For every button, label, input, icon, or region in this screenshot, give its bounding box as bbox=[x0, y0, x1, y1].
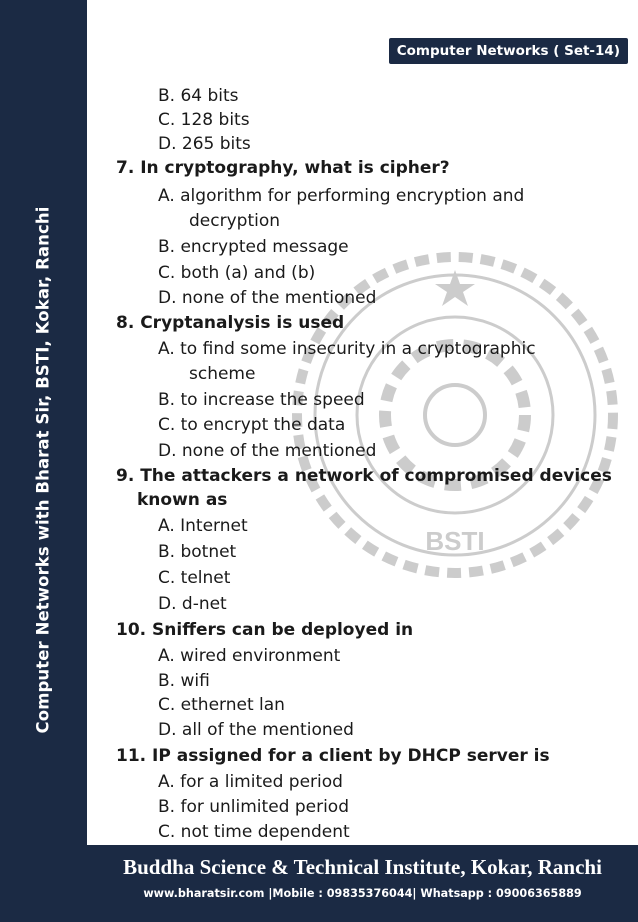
question-continuation: known as bbox=[137, 490, 228, 510]
option-line: D. none of the mentioned bbox=[158, 288, 377, 308]
option-line: A. Internet bbox=[158, 516, 248, 536]
option-line: C. telnet bbox=[158, 568, 231, 588]
footer-band bbox=[87, 845, 638, 922]
option-line: D. all of the mentioned bbox=[158, 720, 354, 740]
option-line: C. not time dependent bbox=[158, 822, 350, 842]
option-line: B. wifi bbox=[158, 671, 210, 691]
option-line: B. botnet bbox=[158, 542, 237, 562]
option-continuation: decryption bbox=[189, 211, 281, 231]
option-line: C. to encrypt the data bbox=[158, 415, 346, 435]
option-line: C. 128 bits bbox=[158, 110, 250, 130]
watermark-text: BSTI bbox=[425, 526, 485, 556]
option-line: C. ethernet lan bbox=[158, 695, 285, 715]
option-line: A. algorithm for performing encryption and bbox=[158, 186, 525, 206]
option-line: A. to find some insecurity in a cryptographic bbox=[158, 339, 536, 359]
question-line: 7. In cryptography, what is cipher? bbox=[116, 158, 450, 178]
question-line: 9. The attackers a network of compromised devices bbox=[116, 466, 612, 486]
question-line: 10. Sniffers can be deployed in bbox=[116, 620, 414, 640]
option-line: B. 64 bits bbox=[158, 86, 239, 106]
option-continuation: scheme bbox=[189, 364, 256, 384]
option-line: B. encrypted message bbox=[158, 237, 349, 257]
sidebar-title: Computer Networks with Bharat Sir, BSTI, Kokar, Ranchi bbox=[33, 206, 53, 734]
option-line: B. for unlimited period bbox=[158, 797, 350, 817]
contact-info: www.bharatsir.com |Mobile : 09835376044| Whatsapp : 09006365889 bbox=[143, 887, 582, 900]
option-line: A. for a limited period bbox=[158, 772, 343, 792]
option-line: B. to increase the speed bbox=[158, 390, 365, 410]
question-line: 8. Cryptanalysis is used bbox=[116, 313, 345, 333]
option-line: D. d-net bbox=[158, 594, 227, 614]
question-line: 11. IP assigned for a client by DHCP server is bbox=[116, 746, 550, 766]
option-line: D. 265 bits bbox=[158, 134, 251, 154]
institute-name: Buddha Science & Technical Institute, Kokar, Ranchi bbox=[123, 855, 602, 879]
option-line: A. wired environment bbox=[158, 646, 341, 666]
option-line: C. both (a) and (b) bbox=[158, 263, 316, 283]
set-title-badge: Computer Networks ( Set-14) bbox=[389, 38, 628, 64]
option-line: D. none of the mentioned bbox=[158, 441, 377, 461]
